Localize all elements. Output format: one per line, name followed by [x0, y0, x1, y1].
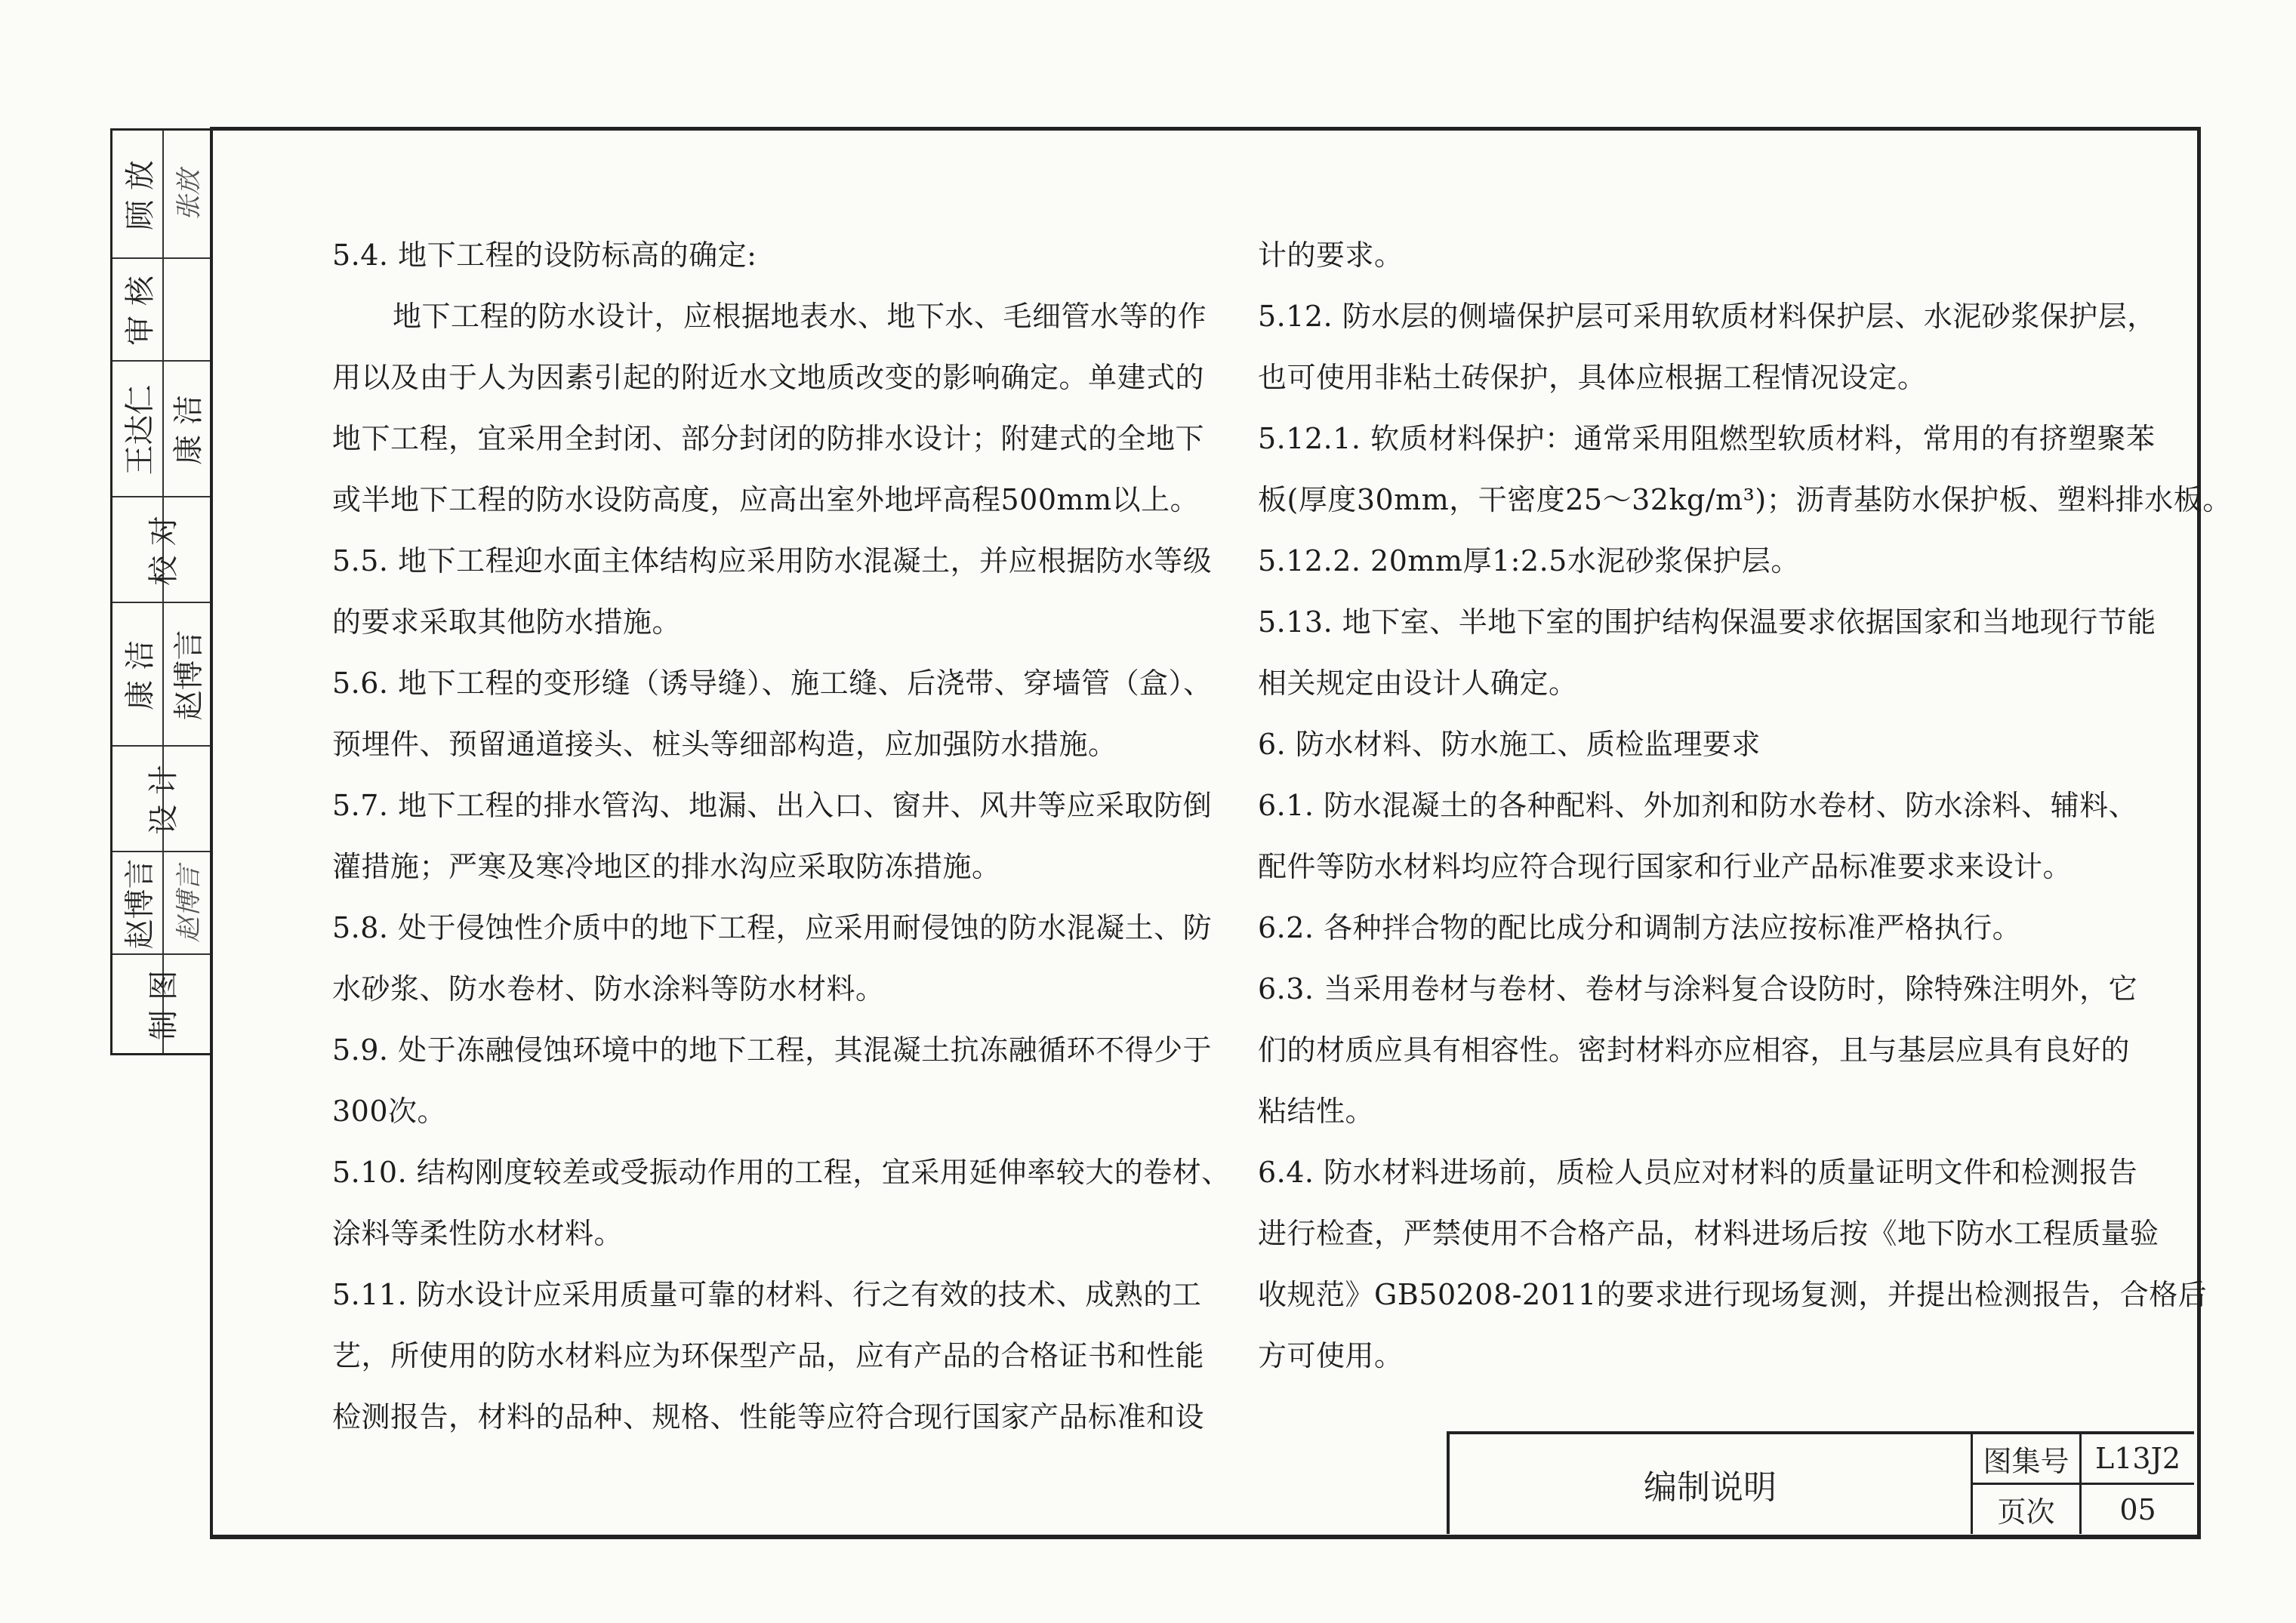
text-line: 的要求采取其他防水措施。 — [332, 605, 682, 639]
text-line: 5.9. 处于冻融侵蚀环境中的地下工程，其混凝土抗冻融循环不得少于 — [332, 1033, 1213, 1067]
strip-cell-7 — [112, 852, 210, 955]
strip-cell-8 — [112, 955, 210, 1055]
text-line: 5.11. 防水设计应采用质量可靠的材料、行之有效的技术、成熟的工 — [332, 1278, 1202, 1311]
strip-cell-5 — [112, 603, 210, 747]
text-line: 5.8. 处于侵蚀性介质中的地下工程，应采用耐侵蚀的防水混凝土、防 — [332, 911, 1213, 944]
text-line: 相关规定由设计人确定。 — [1258, 667, 1578, 700]
text-line: 地下工程，宜采用全封闭、部分封闭的防排水设计；附建式的全地下 — [332, 422, 1205, 455]
approval-strip — [110, 128, 210, 1055]
strip-role-3: 康 洁 — [171, 394, 206, 465]
text-line: 检测报告，材料的品种、规格、性能等应符合现行国家产品标准和设 — [332, 1400, 1205, 1434]
text-line: 预埋件、预留通道接头、桩头等细部构造，应加强防水措施。 — [332, 728, 1117, 761]
text-line: 们的材质应具有相容性。密封材料亦应相容，且与基层应具有良好的 — [1258, 1033, 2131, 1067]
text-line: 6.2. 各种拌合物的配比成分和调制方法应按标准严格执行。 — [1258, 911, 2022, 944]
text-line: 300次。 — [332, 1095, 447, 1128]
text-line: 灌措施；严寒及寒冷地区的排水沟应采取防冻措施。 — [332, 850, 1001, 883]
document-title: 编制说明 — [1644, 1468, 1777, 1507]
strip-role-1: 顾 放 — [122, 159, 158, 230]
text-line: 5.4. 地下工程的设防标高的确定: — [332, 239, 757, 272]
strip-cell-3 — [112, 362, 210, 497]
text-line: 涂料等柔性防水材料。 — [332, 1217, 624, 1250]
atlas-number-label: 图集号 — [1983, 1444, 2069, 1478]
page-label: 页次 — [1997, 1495, 2055, 1529]
text-line: 配件等防水材料均应符合现行国家和行业产品标准要求来设计。 — [1258, 850, 2073, 883]
strip-cell-1 — [112, 131, 210, 259]
strip-role-5: 康 洁 — [122, 639, 158, 710]
text-line: 5.12.1. 软质材料保护：通常采用阻燃型软质材料，常用的有挤塑聚苯 — [1258, 422, 2156, 455]
text-line: 水砂浆、防水卷材、防水涂料等防水材料。 — [332, 972, 885, 1006]
title-block — [1447, 1431, 2194, 1534]
strip-cell-6 — [112, 747, 210, 852]
strip-role-7: 赵博言 — [122, 858, 158, 949]
text-line: 粘结性。 — [1258, 1095, 1375, 1128]
strip-role-6: 设 计 — [146, 764, 181, 835]
atlas-number-value: L13J2 — [2095, 1442, 2180, 1475]
strip-signature-7: 赵博言 — [174, 865, 204, 942]
left-text-column — [332, 225, 1231, 1448]
strip-role-2: 审 核 — [122, 275, 158, 346]
text-line: 方可使用。 — [1258, 1339, 1404, 1372]
text-line: 5.12.2. 20mm厚1:2.5水泥砂浆保护层。 — [1258, 544, 1800, 577]
text-line: 地下工程的防水设计，应根据地表水、地下水、毛细管水等的作 — [393, 300, 1207, 333]
strip-name-5: 赵博言 — [171, 630, 206, 720]
strip-role-4: 校 对 — [146, 515, 181, 586]
right-text-column — [1258, 225, 2232, 1387]
strip-role-8: 制 图 — [146, 970, 181, 1040]
text-line: 6. 防水材料、防水施工、质检监理要求 — [1258, 728, 1761, 761]
page-number: 05 — [2119, 1492, 2156, 1526]
text-line: 也可使用非粘土砖保护，具体应根据工程情况设定。 — [1258, 361, 1927, 394]
text-line: 或半地下工程的防水设防高度，应高出室外地坪高程500mm以上。 — [332, 483, 1200, 516]
strip-name-3: 王达仁 — [122, 384, 158, 475]
text-line: 进行检查，严禁使用不合格产品，材料进场后按《地下防水工程质量验 — [1258, 1217, 2159, 1250]
strip-cell-2 — [112, 259, 210, 362]
text-line: 5.10. 结构刚度较差或受振动作用的工程，宜采用延伸率较大的卷材、 — [332, 1156, 1231, 1189]
text-line: 收规范》GB50208-2011的要求进行现场复测，并提出检测报告，合格后 — [1258, 1278, 2208, 1311]
strip-signature-1: 张放 — [174, 169, 204, 220]
text-line: 5.12. 防水层的侧墙保护层可采用软质材料保护层、水泥砂浆保护层， — [1258, 300, 2156, 333]
text-line: 5.13. 地下室、半地下室的围护结构保温要求依据国家和当地现行节能 — [1258, 605, 2156, 639]
text-line: 6.4. 防水材料进场前，质检人员应对材料的质量证明文件和检测报告 — [1258, 1156, 2138, 1189]
text-line: 计的要求。 — [1258, 239, 1404, 272]
text-line: 5.7. 地下工程的排水管沟、地漏、出入口、窗井、风井等应采取防倒 — [332, 789, 1213, 822]
text-line: 艺，所使用的防水材料应为环保型产品，应有产品的合格证书和性能 — [332, 1339, 1205, 1372]
text-line: 5.6. 地下工程的变形缝（诱导缝）、施工缝、后浇带、穿墙管（盒）、 — [332, 667, 1213, 700]
text-line: 6.1. 防水混凝土的各种配料、外加剂和防水卷材、防水涂料、辅料、 — [1258, 789, 2138, 822]
strip-cell-4 — [112, 497, 210, 603]
text-line: 5.5. 地下工程迎水面主体结构应采用防水混凝土，并应根据防水等级 — [332, 544, 1213, 577]
text-line: 6.3. 当采用卷材与卷材、卷材与涂料复合设防时，除特殊注明外，它 — [1258, 972, 2138, 1006]
text-line: 板(厚度30mm，干密度25～32kg/m³)；沥青基防水保护板、塑料排水板。 — [1258, 483, 2232, 516]
text-line: 用以及由于人为因素引起的附近水文地质改变的影响确定。单建式的 — [332, 361, 1205, 394]
